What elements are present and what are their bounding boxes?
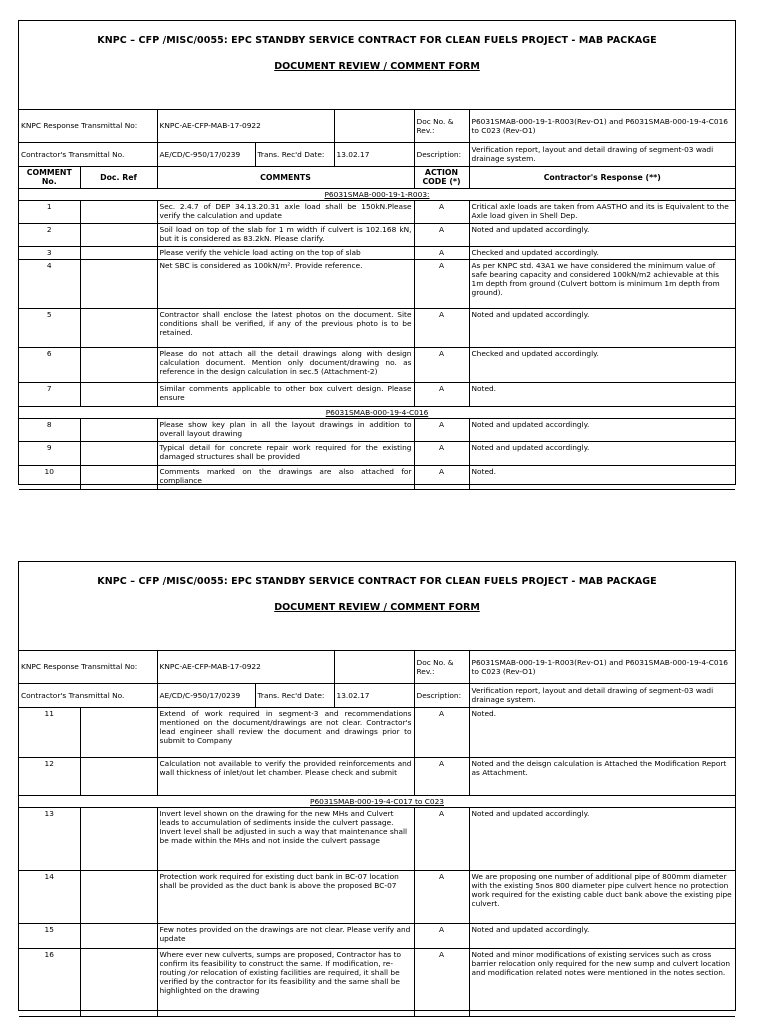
comment-no: 6 [19, 347, 80, 382]
action-code: A [414, 948, 469, 1016]
action-code: A [414, 923, 469, 948]
contractor-response: Noted and updated accordingly. [469, 308, 735, 347]
comment-text: Where ever new culverts, sumps are proposed, Contractor has to confirm its feasibility to construct the same. If modification, re-routing /or relocation of existing facilities are required, it shall be verified by the contractor for its feasibility and the same shall be highlighted on the drawing [157, 948, 414, 1016]
comment-text: Typical detail for concrete repair work required for the existing damaged structures shall be provided [157, 441, 414, 465]
table-row [19, 948, 735, 1016]
table-row [19, 246, 735, 259]
contractor-response: Noted and updated accordingly. [469, 807, 735, 870]
comment-no: 5 [19, 308, 80, 347]
contractor-response: Checked and updated accordingly. [469, 347, 735, 382]
contractor-response: As per KNPC std. 43A1 we have considered the minimum value of safe bearing capacity and considered 100kN/m2 achievable at this 1m depth from ground (Culvert bottom is minimum 1m depth from ground). [469, 259, 735, 308]
comment-no: 2 [19, 223, 80, 246]
comment-text: Net SBC is considered as 100kN/m². Provide reference. [157, 259, 414, 308]
table-row [19, 308, 735, 347]
col-response: Contractor's Response (**) [469, 166, 735, 188]
section-row [19, 406, 735, 418]
doc-ref [80, 757, 157, 795]
action-code: A [414, 441, 469, 465]
comment-text: Few notes provided on the drawings are not clear. Please verify and update [157, 923, 414, 948]
table-row [19, 259, 735, 308]
action-code: A [414, 347, 469, 382]
action-code: A [414, 418, 469, 441]
form-subtitle: DOCUMENT REVIEW / COMMENT FORM [274, 602, 480, 613]
action-code: A [414, 757, 469, 795]
contractor-response: Noted and updated accordingly. [469, 223, 735, 246]
contractor-transmittal-value: AE/CD/C-950/17/0239 [157, 683, 255, 707]
description-value: Verification report, layout and detail drawing of segment-03 wadi drainage system. [469, 142, 735, 166]
comment-text: Sec. 2.4.7 of DEP 34.13.20.31 axle load shall be 150kN.Please verify the calculation and update [157, 200, 414, 223]
knpc-transmittal-value: KNPC-AE-CFP-MAB-17-0922 [157, 110, 334, 142]
comment-table [19, 651, 735, 1017]
table-row [19, 223, 735, 246]
doc-ref [80, 923, 157, 948]
contractor-transmittal-label: Contractor's Transmittal No. [19, 683, 157, 707]
meta-row-contractor [19, 683, 735, 707]
table-row [19, 200, 735, 223]
action-code: A [414, 870, 469, 923]
action-code: A [414, 807, 469, 870]
blank-cell [334, 651, 414, 683]
comment-text: Please show key plan in all the layout drawings in addition to overall layout drawing [157, 418, 414, 441]
comment-text: Soil load on top of the slab for 1 m width if culvert is 102.168 kN, but it is considered as 83.2kN. Please clarify. [157, 223, 414, 246]
contractor-response: Noted and minor modifications of existing services such as cross barrier relocation only required for the new sump and culvert location and modification related notes were mentioned in the notes section. [469, 948, 735, 1016]
contractor-response: Noted. [469, 465, 735, 489]
doc-ref [80, 707, 157, 757]
trans-date-value: 13.02.17 [334, 142, 414, 166]
trans-date-value: 13.02.17 [334, 683, 414, 707]
knpc-transmittal-label: KNPC Response Transmittal No: [19, 651, 157, 683]
meta-row-contractor [19, 142, 735, 166]
col-comments: COMMENTS [157, 166, 414, 188]
table-row [19, 441, 735, 465]
meta-row-knpc [19, 651, 735, 683]
form-header [19, 21, 735, 110]
form-title: KNPC – CFP /MISC/0055: EPC STANDBY SERVICE CONTRACT FOR CLEAN FUELS PROJECT - MAB PACKAGE [97, 35, 657, 46]
contractor-response: Noted and the deisgn calculation is Attached the Modification Report as Attachment. [469, 757, 735, 795]
docno-label: Doc No. & Rev.: [414, 110, 469, 142]
comment-no: 3 [19, 246, 80, 259]
knpc-transmittal-label: KNPC Response Transmittal No: [19, 110, 157, 142]
blank-cell [334, 110, 414, 142]
section-label: P6031SMAB-000-19-4-C017 to C023 [19, 795, 735, 807]
description-value: Verification report, layout and detail drawing of segment-03 wadi drainage system. [469, 683, 735, 707]
form-header [19, 562, 735, 651]
col-comment-no: COMMENT No. [19, 166, 80, 188]
doc-ref [80, 441, 157, 465]
knpc-transmittal-value: KNPC-AE-CFP-MAB-17-0922 [157, 651, 334, 683]
comment-no: 15 [19, 923, 80, 948]
action-code: A [414, 200, 469, 223]
comment-table [19, 110, 735, 490]
contractor-response: We are proposing one number of additional pipe of 800mm diameter with the existing 5nos 800 diameter pipe culvert hence no protection work required for the existing cable duct bank above the existing pipe culvert. [469, 870, 735, 923]
comment-text: Extend of work required in segment-3 and recommendations mentioned on the document/drawings are not clear. Contractor's lead engineer shall review the document and drawings prior to submit to Company [157, 707, 414, 757]
action-code: A [414, 308, 469, 347]
trans-date-label: Trans. Rec'd Date: [255, 683, 334, 707]
action-code: A [414, 465, 469, 489]
table-row [19, 382, 735, 406]
description-label: Description: [414, 142, 469, 166]
action-code: A [414, 223, 469, 246]
review-form-page-1 [18, 20, 736, 485]
trans-date-label: Trans. Rec'd Date: [255, 142, 334, 166]
contractor-response: Noted and updated accordingly. [469, 441, 735, 465]
comment-no: 10 [19, 465, 80, 489]
comment-text: Comments marked on the drawings are also attached for compliance [157, 465, 414, 489]
section-row [19, 188, 735, 200]
col-doc-ref: Doc. Ref [80, 166, 157, 188]
comment-no: 12 [19, 757, 80, 795]
doc-ref [80, 347, 157, 382]
table-row [19, 465, 735, 489]
doc-ref [80, 308, 157, 347]
contractor-transmittal-label: Contractor's Transmittal No. [19, 142, 157, 166]
comment-no: 16 [19, 948, 80, 1016]
comment-no: 13 [19, 807, 80, 870]
column-header-row [19, 166, 735, 188]
comment-text: Contractor shall enclose the latest photos on the document. Site conditions shall be verified, if any of the previous photo is to be retained. [157, 308, 414, 347]
contractor-response: Critical axle loads are taken from AASTHO and its is Equivalent to the Axle load given in Shell Dep. [469, 200, 735, 223]
doc-ref [80, 807, 157, 870]
docno-label: Doc No. & Rev.: [414, 651, 469, 683]
action-code: A [414, 382, 469, 406]
table-row [19, 757, 735, 795]
doc-ref [80, 418, 157, 441]
table-row [19, 807, 735, 870]
table-row [19, 923, 735, 948]
doc-ref [80, 382, 157, 406]
comment-no: 9 [19, 441, 80, 465]
action-code: A [414, 246, 469, 259]
contractor-response: Checked and updated accordingly. [469, 246, 735, 259]
table-row [19, 707, 735, 757]
action-code: A [414, 707, 469, 757]
form-subtitle: DOCUMENT REVIEW / COMMENT FORM [274, 61, 480, 72]
contractor-response: Noted and updated accordingly. [469, 418, 735, 441]
contractor-transmittal-value: AE/CD/C-950/17/0239 [157, 142, 255, 166]
doc-ref [80, 948, 157, 1016]
contractor-response: Noted and updated accordingly. [469, 923, 735, 948]
comment-no: 11 [19, 707, 80, 757]
comment-text: Please do not attach all the detail drawings along with design calculation document. Mention only document/drawing no. as reference in the design calculation in sec.5 (Attachment-2) [157, 347, 414, 382]
comment-text: Calculation not available to verify the provided reinforcements and wall thickness of inlet/out let chamber. Please check and submit [157, 757, 414, 795]
contractor-response: Noted. [469, 707, 735, 757]
action-code: A [414, 259, 469, 308]
doc-ref [80, 200, 157, 223]
comment-no: 7 [19, 382, 80, 406]
meta-row-knpc [19, 110, 735, 142]
contractor-response: Noted. [469, 382, 735, 406]
form-title: KNPC – CFP /MISC/0055: EPC STANDBY SERVICE CONTRACT FOR CLEAN FUELS PROJECT - MAB PACKAGE [97, 576, 657, 587]
doc-ref [80, 223, 157, 246]
section-row [19, 795, 735, 807]
docno-value: P6031SMAB-000-19-1-R003(Rev-O1) and P6031SMAB-000-19-4-C016 to C023 (Rev-O1) [469, 110, 735, 142]
comment-no: 4 [19, 259, 80, 308]
comment-text: Please verify the vehicle load acting on the top of slab [157, 246, 414, 259]
table-row [19, 418, 735, 441]
description-label: Description: [414, 683, 469, 707]
table-row [19, 870, 735, 923]
doc-ref [80, 465, 157, 489]
section-label: P6031SMAB-000-19-4-C016 [19, 406, 735, 418]
comment-no: 1 [19, 200, 80, 223]
comment-no: 8 [19, 418, 80, 441]
comment-text: Protection work required for existing duct bank in BC-07 location shall be provided as the duct bank is above the proposed BC-07 [157, 870, 414, 923]
review-form-page-2 [18, 561, 736, 1011]
doc-ref [80, 870, 157, 923]
docno-value: P6031SMAB-000-19-1-R003(Rev-O1) and P6031SMAB-000-19-4-C016 to C023 (Rev-O1) [469, 651, 735, 683]
doc-ref [80, 259, 157, 308]
table-row [19, 347, 735, 382]
comment-text: Similar comments applicable to other box culvert design. Please ensure [157, 382, 414, 406]
comment-no: 14 [19, 870, 80, 923]
doc-ref [80, 246, 157, 259]
section-label: P6031SMAB-000-19-1-R003: [19, 188, 735, 200]
col-action-code: ACTION CODE (*) [414, 166, 469, 188]
comment-text: Invert level shown on the drawing for the new MHs and Culvert leads to accumulation of sediments inside the culvert passage. Invert level shall be adjusted in such a way that maintenance shall be made within the MHs and not inside the culvert passage [157, 807, 414, 870]
